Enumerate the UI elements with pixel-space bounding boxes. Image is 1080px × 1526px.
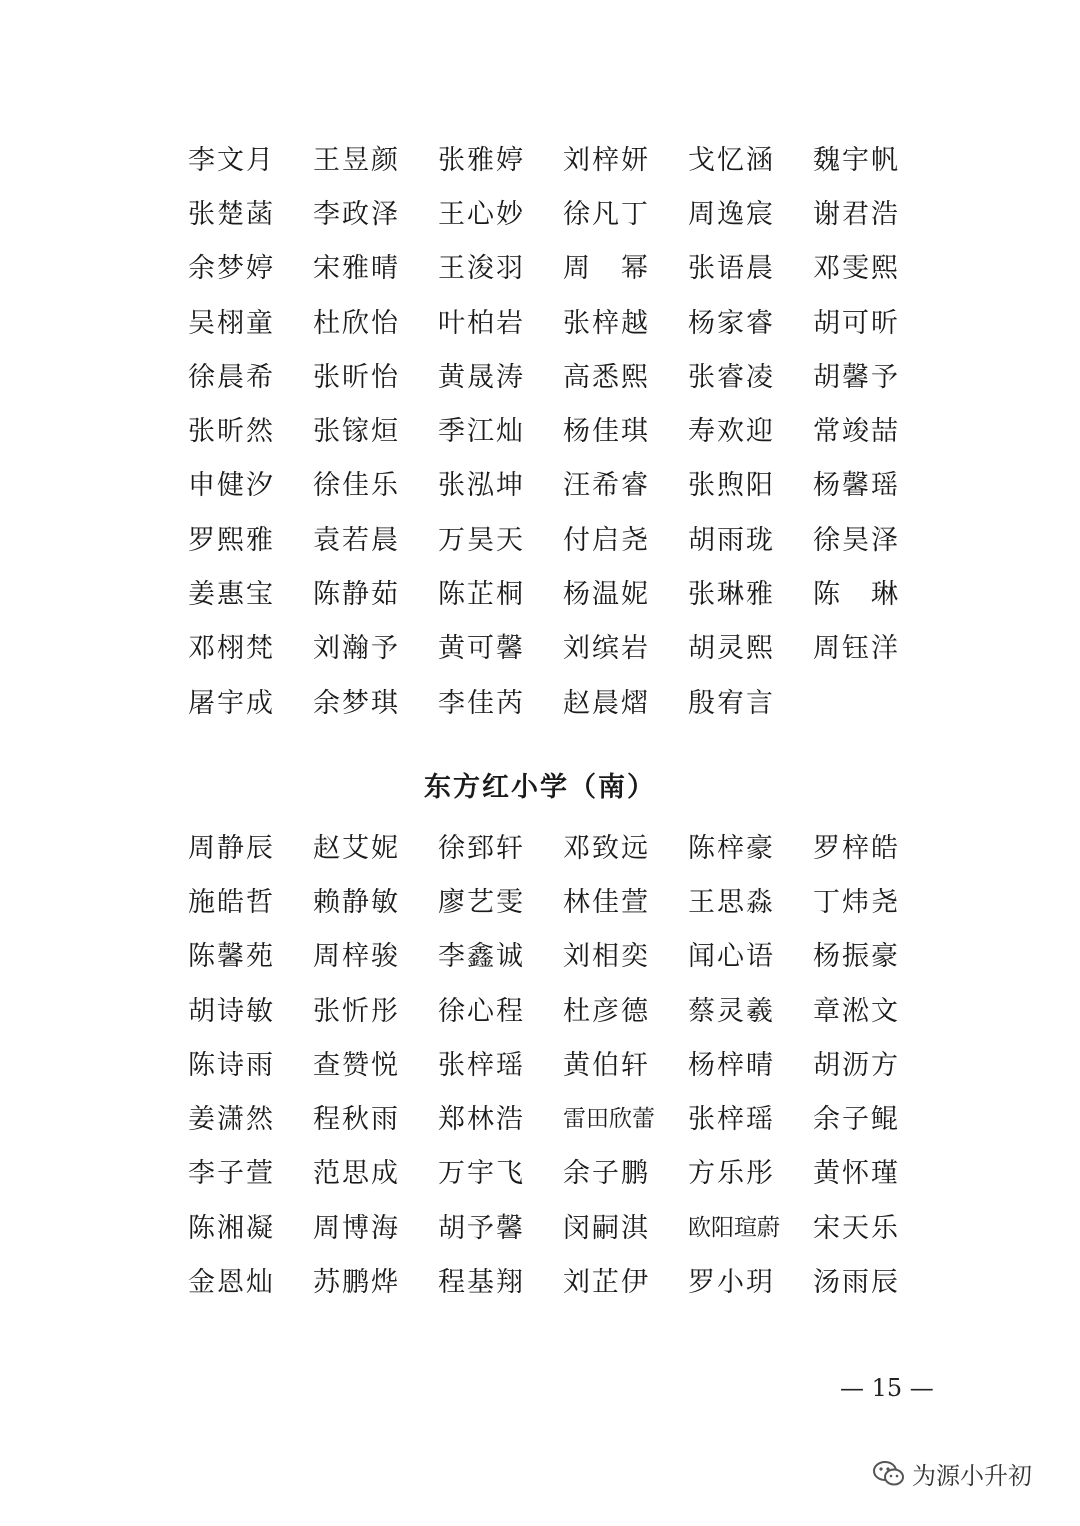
student-name: 杜彦德	[563, 995, 650, 1027]
student-name: 刘缤岩	[563, 633, 650, 665]
student-name: 张忻彤	[313, 995, 400, 1027]
student-name: 季江灿	[438, 416, 525, 448]
student-name: 周钰洋	[813, 633, 900, 665]
student-name: 余梦琪	[313, 687, 400, 719]
student-name: 张梓越	[563, 307, 650, 339]
student-name: 周梓骏	[313, 941, 400, 973]
student-name: 邓致远	[563, 832, 650, 864]
student-name: 苏鹏烨	[313, 1267, 400, 1299]
student-name: 赵晨熠	[563, 687, 650, 719]
name-list-1	[188, 130, 948, 727]
student-name: 汤雨辰	[813, 1267, 900, 1299]
student-name: 周 幂	[563, 253, 650, 285]
student-name: 魏宇帆	[813, 144, 900, 176]
student-name: 张镓烜	[313, 416, 400, 448]
student-name: 程基翔	[438, 1267, 525, 1299]
student-name: 叶柏岩	[438, 307, 525, 339]
student-name: 罗熙雅	[188, 524, 275, 556]
student-name: 徐心程	[438, 995, 525, 1027]
student-name: 张雅婷	[438, 144, 525, 176]
name-row	[188, 1144, 948, 1198]
name-row	[188, 818, 948, 872]
student-name: 王心妙	[438, 198, 525, 230]
student-name: 周逸宸	[688, 198, 775, 230]
student-name: 罗小玥	[688, 1267, 775, 1299]
student-name: 杨温妮	[563, 579, 650, 611]
school-heading: 东方红小学（南）	[424, 772, 656, 803]
student-name: 寿欢迎	[688, 416, 775, 448]
student-name: 林佳萱	[563, 886, 650, 918]
student-name: 胡诗敏	[188, 995, 275, 1027]
student-name: 闻心语	[688, 941, 775, 973]
student-name: 黄怀瑾	[813, 1158, 900, 1190]
student-name: 罗梓皓	[813, 832, 900, 864]
student-name: 陈馨苑	[188, 941, 275, 973]
student-name: 陈诗雨	[188, 1049, 275, 1081]
name-row	[188, 510, 948, 564]
student-name: 万宇飞	[438, 1158, 525, 1190]
student-name: 黄伯轩	[563, 1049, 650, 1081]
student-name: 黄晟涛	[438, 361, 525, 393]
student-name: 蔡灵羲	[688, 995, 775, 1027]
student-name: 程秋雨	[313, 1104, 400, 1136]
student-name: 丁炜尧	[813, 886, 900, 918]
student-name: 杨佳琪	[563, 416, 650, 448]
student-name: 陈湘凝	[188, 1212, 275, 1244]
student-name: 张梓瑶	[688, 1104, 775, 1136]
student-name: 余梦婷	[188, 253, 275, 285]
name-row	[188, 872, 948, 926]
student-name: 李鑫诚	[438, 941, 525, 973]
name-row	[188, 293, 948, 347]
student-name: 殷宥言	[688, 687, 775, 719]
student-name: 方乐彤	[688, 1158, 775, 1190]
name-row	[188, 130, 948, 184]
name-row	[188, 927, 948, 981]
student-name: 杨振豪	[813, 941, 900, 973]
student-name: 廖艺雯	[438, 886, 525, 918]
student-name: 张楚菡	[188, 198, 275, 230]
student-name: 杨家睿	[688, 307, 775, 339]
name-row	[188, 184, 948, 238]
student-name: 姜惠宝	[188, 579, 275, 611]
name-list-2	[188, 818, 948, 1307]
student-name: 李佳芮	[438, 687, 525, 719]
student-name: 李子萱	[188, 1158, 275, 1190]
wechat-icon	[872, 1459, 906, 1489]
student-name: 邓栩梵	[188, 633, 275, 665]
student-name: 高悉熙	[563, 361, 650, 393]
page-number: — 15 —	[840, 1374, 934, 1402]
student-name: 张琳雅	[688, 579, 775, 611]
student-name: 张泓坤	[438, 470, 525, 502]
name-row	[188, 1089, 948, 1143]
student-name: 施皓哲	[188, 886, 275, 918]
student-name: 张梓瑶	[438, 1049, 525, 1081]
student-name: 申健汐	[188, 470, 275, 502]
student-name: 余子鹏	[563, 1158, 650, 1190]
student-name: 刘瀚予	[313, 633, 400, 665]
student-name: 刘梓妍	[563, 144, 650, 176]
student-name: 张语晨	[688, 253, 775, 285]
name-row	[188, 239, 948, 293]
student-name: 范思成	[313, 1158, 400, 1190]
name-row	[188, 564, 948, 618]
student-name: 王浚羽	[438, 253, 525, 285]
student-name: 欧阳瑄蔚	[688, 1214, 780, 1241]
student-name: 徐佳乐	[313, 470, 400, 502]
name-row	[188, 1252, 948, 1306]
student-name: 杨馨瑶	[813, 470, 900, 502]
student-name: 宋雅晴	[313, 253, 400, 285]
student-name: 李文月	[188, 144, 275, 176]
student-name: 刘芷伊	[563, 1267, 650, 1299]
student-name: 陈 琳	[813, 579, 900, 611]
student-name: 胡沥方	[813, 1049, 900, 1081]
student-name: 金恩灿	[188, 1267, 275, 1299]
student-name: 李政泽	[313, 198, 400, 230]
student-name: 屠宇成	[188, 687, 275, 719]
name-row	[188, 347, 948, 401]
student-name: 黄可馨	[438, 633, 525, 665]
name-row	[188, 1035, 948, 1089]
student-name: 王思淼	[688, 886, 775, 918]
watermark-text: 为源小升初	[912, 1462, 1032, 1490]
student-name: 赖静敏	[313, 886, 400, 918]
student-name: 胡可昕	[813, 307, 900, 339]
student-name: 徐晨希	[188, 361, 275, 393]
student-name: 戈忆涵	[688, 144, 775, 176]
student-name: 徐凡丁	[563, 198, 650, 230]
student-name: 章淞文	[813, 995, 900, 1027]
student-name: 杨梓晴	[688, 1049, 775, 1081]
student-name: 徐昊泽	[813, 524, 900, 556]
student-name: 周博海	[313, 1212, 400, 1244]
student-name: 刘相奕	[563, 941, 650, 973]
student-name: 余子鲲	[813, 1104, 900, 1136]
name-row	[188, 1198, 948, 1252]
student-name: 胡馨予	[813, 361, 900, 393]
student-name: 赵艾妮	[313, 832, 400, 864]
name-row	[188, 981, 948, 1035]
student-name: 姜潇然	[188, 1104, 275, 1136]
student-name: 陈芷桐	[438, 579, 525, 611]
student-name: 万昊天	[438, 524, 525, 556]
student-name: 吴栩童	[188, 307, 275, 339]
student-name: 张煦阳	[688, 470, 775, 502]
student-name: 闵嗣淇	[563, 1212, 650, 1244]
student-name: 雷田欣蕾	[563, 1106, 655, 1133]
student-name: 付启尧	[563, 524, 650, 556]
student-name: 谢君浩	[813, 198, 900, 230]
student-name: 汪希睿	[563, 470, 650, 502]
student-name: 查赞悦	[313, 1049, 400, 1081]
name-row	[188, 619, 948, 673]
student-name: 张昕怡	[313, 361, 400, 393]
student-name: 常竣喆	[813, 416, 900, 448]
student-name: 周静辰	[188, 832, 275, 864]
name-row	[188, 401, 948, 455]
student-name: 胡灵熙	[688, 633, 775, 665]
student-name: 陈梓豪	[688, 832, 775, 864]
watermark	[872, 1456, 1032, 1491]
student-name: 张昕然	[188, 416, 275, 448]
name-row	[188, 673, 948, 727]
student-name: 杜欣怡	[313, 307, 400, 339]
student-name: 袁若晨	[313, 524, 400, 556]
student-name: 宋天乐	[813, 1212, 900, 1244]
student-name: 胡予馨	[438, 1212, 525, 1244]
student-name: 胡雨珑	[688, 524, 775, 556]
name-row	[188, 456, 948, 510]
student-name: 邓雯熙	[813, 253, 900, 285]
student-name: 徐郅轩	[438, 832, 525, 864]
student-name: 王昱颜	[313, 144, 400, 176]
student-name: 张睿凌	[688, 361, 775, 393]
student-name: 郑林浩	[438, 1104, 525, 1136]
student-name: 陈静茹	[313, 579, 400, 611]
